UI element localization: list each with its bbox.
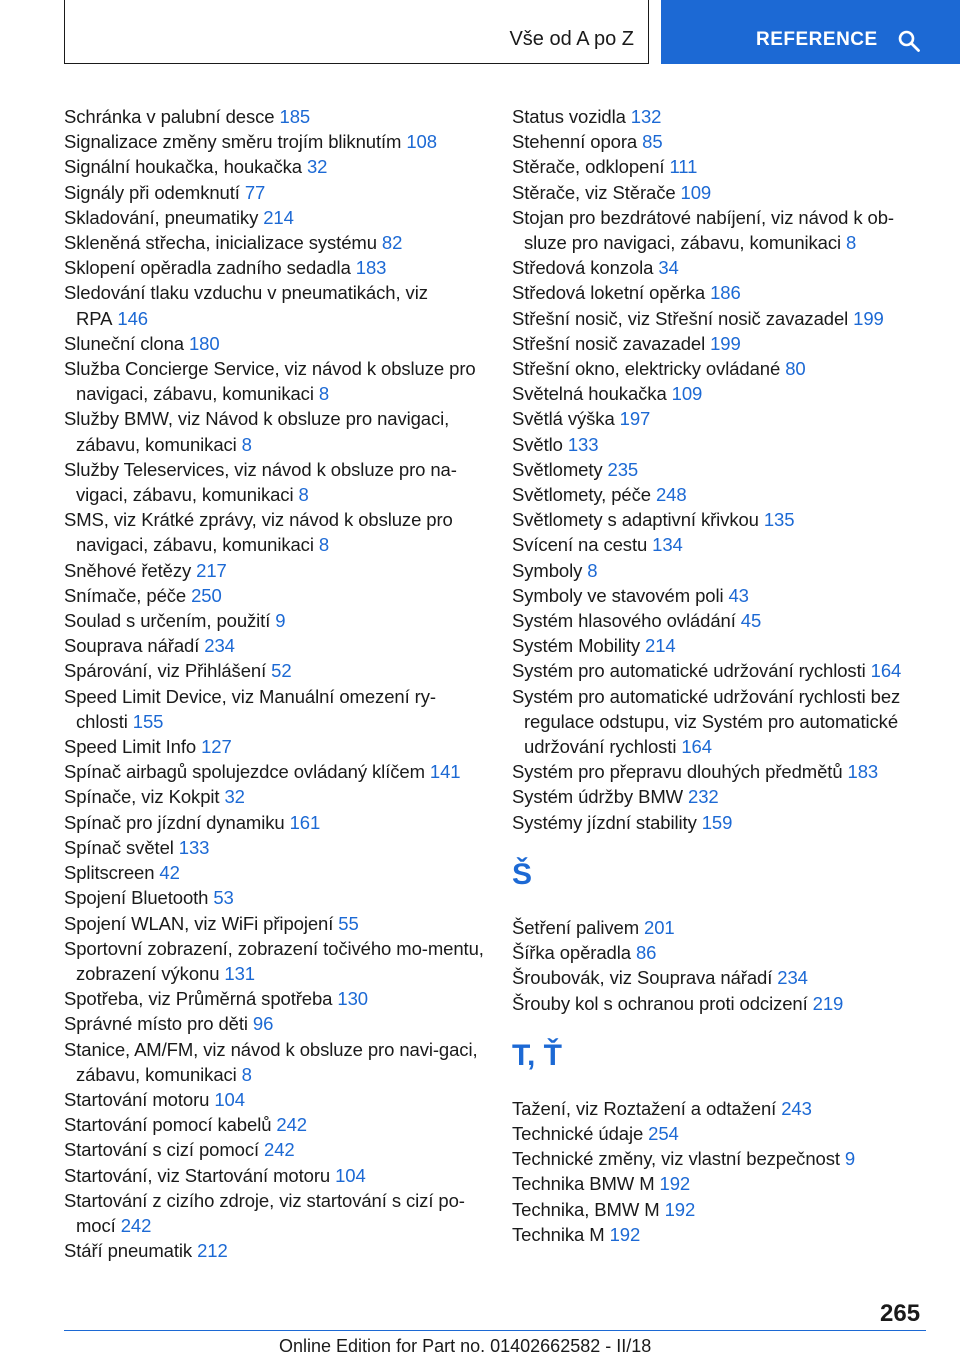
index-entry-page-link[interactable]: 133	[567, 433, 599, 455]
index-entry-term: Signální houkačka, houkačka	[64, 156, 302, 178]
index-entry	[512, 180, 922, 205]
index-entry-term: Spínač světel	[64, 836, 174, 858]
index-entry-term: Speed Limit Device, viz Manuální omezení ry‐chlosti	[64, 685, 436, 732]
index-entry-page-link[interactable]: 82	[381, 232, 403, 254]
index-entry-page-link[interactable]: 155	[132, 710, 164, 732]
letter-heading-t: T, Ť	[512, 1038, 562, 1072]
index-entry-term: Soulad s určením, použití	[64, 610, 271, 632]
index-entry-page-link[interactable]: 159	[701, 811, 733, 833]
index-entry	[512, 1197, 922, 1222]
index-entry-term: Startování, viz Startování motoru	[64, 1164, 331, 1186]
index-entry-term: Status vozidla	[512, 106, 626, 127]
index-entry-term: Světlo	[512, 433, 563, 455]
index-entry-page-link[interactable]: 42	[159, 862, 180, 884]
index-entry	[512, 406, 922, 431]
index-entry	[64, 1037, 484, 1087]
index-entry-page-link[interactable]: 242	[276, 1114, 307, 1136]
index-entry-term: Spojení WLAN, viz WiFi připojení	[64, 912, 334, 934]
index-entry-term: Spínač airbagů spolujezdce ovládaný klíčem	[64, 761, 425, 783]
index-entry-page-link[interactable]: 8	[241, 1063, 252, 1085]
index-entry-page-link[interactable]: 212	[197, 1240, 228, 1262]
index-entry-term: Schránka v palubní desce	[64, 106, 275, 127]
index-entry-page-link[interactable]: 53	[213, 887, 234, 909]
index-entry	[64, 658, 484, 683]
index-entry-term: Spínač pro jízdní dynamiku	[64, 811, 285, 833]
index-entry-page-link[interactable]: 214	[263, 206, 294, 228]
index-entry-term: Speed Limit Info	[64, 736, 197, 758]
index-entry-page-link[interactable]: 111	[669, 156, 698, 178]
index-entry	[512, 331, 922, 356]
index-entry-term: Systémy jízdní stability	[512, 811, 697, 833]
index-entry	[512, 810, 922, 835]
index-entry	[64, 104, 484, 129]
index-entry	[512, 381, 922, 406]
index-entry-term: Sklopení opěradla zadního sedadla	[64, 257, 351, 279]
index-entry	[512, 154, 922, 179]
index-entry-page-link[interactable]: 146	[117, 307, 148, 329]
index-entry	[64, 180, 484, 205]
search-icon[interactable]	[897, 29, 921, 53]
index-entry-page-link[interactable]: 77	[244, 181, 266, 203]
index-column-left	[64, 104, 484, 1263]
index-entry-page-link[interactable]: 192	[659, 1173, 691, 1195]
index-entry	[64, 1188, 484, 1238]
index-entry-term: Systém Mobility	[512, 635, 641, 657]
index-entry-page-link[interactable]: 235	[607, 458, 639, 480]
index-entry-page-link[interactable]: 183	[847, 761, 879, 783]
index-entry-term: Šrouby kol s ochranou proti odcizení	[512, 992, 808, 1014]
index-entry	[64, 154, 484, 179]
index-entry	[64, 911, 484, 936]
index-entry-term: Sledování tlaku vzduchu v pneumatikách, viz RPA	[64, 282, 428, 329]
index-entry-term: Světlomety, péče	[512, 484, 651, 506]
index-entry	[64, 986, 484, 1011]
index-entry	[64, 936, 484, 986]
index-group-t	[512, 1096, 922, 1247]
index-entry-page-link[interactable]: 192	[609, 1223, 641, 1245]
footer-divider	[64, 1330, 926, 1331]
index-entry-page-link[interactable]: 55	[338, 912, 359, 934]
index-entry-page-link[interactable]: 127	[201, 736, 232, 758]
index-entry	[64, 734, 484, 759]
index-entry-term: Spotřeba, viz Průměrná spotřeba	[64, 988, 333, 1010]
index-entry	[512, 965, 922, 990]
index-entry-term: Šroubovák, viz Souprava nářadí	[512, 967, 773, 989]
index-entry-term: Služby BMW, viz Návod k obsluze pro navigaci, zábavu, komunikaci	[64, 408, 450, 455]
index-entry-page-link[interactable]: 104	[214, 1088, 245, 1110]
index-entry-page-link[interactable]: 234	[204, 635, 235, 657]
index-entry-term: Šetření palivem	[512, 916, 640, 938]
index-entry	[512, 1121, 922, 1146]
index-column-right	[512, 104, 922, 1247]
index-entry-term: Světlá výška	[512, 408, 615, 430]
index-entry	[64, 608, 484, 633]
index-entry-page-link[interactable]: 242	[120, 1214, 152, 1236]
index-entry-term: Splitscreen	[64, 862, 155, 884]
index-entry-page-link[interactable]: 133	[178, 836, 210, 858]
index-entry-page-link[interactable]: 104	[335, 1164, 366, 1186]
index-entry-term: SMS, viz Krátké zprávy, viz návod k obsluze pro navigaci, zábavu, komunikaci	[64, 509, 453, 556]
index-entry-term: Skleněná střecha, inicializace systému	[64, 232, 377, 254]
index-entry-page-link[interactable]: 180	[188, 332, 220, 354]
index-entry	[64, 255, 484, 280]
index-entry-term: Technické změny, viz vlastní bezpečnost	[512, 1148, 840, 1170]
index-entry-page-link[interactable]: 242	[264, 1139, 295, 1161]
index-entry-page-link[interactable]: 43	[728, 584, 749, 606]
index-entry	[512, 280, 922, 305]
index-entry-term: Startování pomocí kabelů	[64, 1114, 272, 1136]
index-entry	[64, 205, 484, 230]
reference-tab[interactable]	[661, 0, 960, 64]
index-entry-page-link[interactable]: 186	[710, 282, 741, 304]
index-entry	[512, 684, 922, 760]
page-number: 265	[880, 1300, 921, 1327]
index-entry-page-link[interactable]: 131	[224, 962, 255, 984]
index-entry-page-link[interactable]: 164	[870, 660, 902, 682]
header-section-title: Vše od A po Z	[509, 28, 634, 50]
index-entry	[512, 457, 922, 482]
index-entry	[64, 1112, 484, 1137]
index-entry	[64, 406, 484, 456]
index-entry-page-link[interactable]: 219	[812, 992, 844, 1014]
index-entry	[64, 129, 484, 154]
index-entry-page-link[interactable]: 34	[658, 257, 679, 279]
index-entry-term: Šířka opěradla	[512, 942, 631, 964]
index-entry	[64, 583, 484, 608]
index-entry	[512, 532, 922, 557]
index-entry	[64, 1238, 484, 1263]
index-entry	[64, 507, 484, 557]
index-entry-term: Stojan pro bezdrátové nabíjení, viz návod k ob‐sluze pro navigaci, zábavu, komunikaci	[512, 206, 894, 254]
index-entry-page-link[interactable]: 135	[763, 509, 795, 531]
index-entry-term: Symboly	[512, 559, 583, 581]
index-entry-term: Světlomety	[512, 458, 603, 480]
index-entry	[64, 1011, 484, 1036]
index-entry-term: Startování motoru	[64, 1088, 210, 1110]
index-entry-term: Spárování, viz Přihlášení	[64, 660, 267, 682]
index-entry	[64, 860, 484, 885]
index-entry-page-link[interactable]: 32	[306, 156, 328, 178]
index-entry	[64, 810, 484, 835]
index-entry-term: Skladování, pneumatiky	[64, 206, 259, 228]
index-entry-term: Sluneční clona	[64, 332, 184, 354]
index-entry-term: Světelná houkačka	[512, 383, 667, 405]
index-entry	[512, 633, 922, 658]
index-entry-term: Souprava nářadí	[64, 635, 200, 657]
index-entry-page-link[interactable]: 86	[635, 942, 657, 964]
index-entry	[64, 684, 484, 734]
index-entry-term: Startování s cizí pomocí	[64, 1139, 260, 1161]
index-entry-term: Svícení na cestu	[512, 534, 648, 556]
index-entry-term: Signály při odemknutí	[64, 181, 240, 203]
index-entry-page-link[interactable]: 8	[318, 383, 330, 405]
index-entry-page-link[interactable]: 85	[642, 131, 663, 153]
index-entry	[64, 885, 484, 910]
index-entry	[512, 507, 922, 532]
index-entry-term: Systém hlasového ovládání	[512, 610, 736, 632]
index-entry-term: Spojení Bluetooth	[64, 887, 209, 909]
index-entry-page-link[interactable]: 45	[740, 610, 762, 632]
reference-tab-label: REFERENCE	[756, 29, 878, 50]
index-entry-term: Systém pro přepravu dlouhých předmětů	[512, 761, 843, 783]
index-entry-page-link[interactable]: 248	[655, 484, 687, 506]
index-entry	[512, 658, 922, 683]
index-entry	[512, 255, 922, 280]
index-entry-term: Systém pro automatické udržování rychlosti bez regulace odstupu, viz Systém pro automatické udržování rychlosti	[512, 685, 901, 758]
index-entry-term: Snímače, péče	[64, 584, 187, 606]
index-entry-page-link[interactable]: 109	[671, 383, 703, 405]
index-entry-term: Technika M	[512, 1223, 605, 1245]
index-entry-page-link[interactable]: 132	[630, 106, 662, 127]
index-entry-term: Stanice, AM/FM, viz návod k obsluze pro navi‐gaci, zábavu, komunikaci	[64, 1038, 478, 1085]
index-entry-page-link[interactable]: 109	[680, 181, 712, 203]
index-entry	[512, 991, 922, 1016]
index-entry	[64, 835, 484, 860]
index-entry-term: Služby Teleservices, viz návod k obsluze pro na‐vigaci, zábavu, komunikaci	[64, 458, 457, 506]
index-entry-page-link[interactable]: 232	[688, 786, 719, 808]
index-entry	[512, 306, 922, 331]
index-entry-term: Sněhové řetězy	[64, 559, 192, 581]
index-entry	[512, 1146, 922, 1171]
index-entry-term: Symboly ve stavovém poli	[512, 584, 724, 606]
index-entry	[512, 104, 922, 129]
index-entry-term: Technické údaje	[512, 1122, 644, 1144]
index-entry	[512, 356, 922, 381]
index-entry	[512, 432, 922, 457]
index-entry	[512, 784, 922, 809]
index-entry-page-link[interactable]: 8	[318, 534, 330, 556]
index-entry-page-link[interactable]: 9	[275, 610, 286, 632]
index-entry-page-link[interactable]: 32	[224, 786, 245, 808]
index-entry-term: Stěrače, odklopení	[512, 156, 665, 178]
index-entry-term: Střešní nosič, viz Střešní nosič zavazadel	[512, 307, 849, 329]
index-entry	[512, 482, 922, 507]
index-entry-page-link[interactable]: 9	[844, 1148, 856, 1170]
index-entry	[512, 1096, 922, 1121]
index-entry	[64, 280, 484, 330]
index-entry-page-link[interactable]: 8	[298, 484, 309, 506]
index-entry	[512, 759, 922, 784]
letter-heading-s-caron: Š	[512, 857, 533, 891]
index-entry	[64, 1087, 484, 1112]
index-entry-term: Správné místo pro děti	[64, 1013, 248, 1035]
index-entry-term: Systém údržby BMW	[512, 786, 683, 808]
index-entry-term: Služba Concierge Service, viz návod k obsluze pro navigaci, zábavu, komunikaci	[64, 358, 476, 405]
index-entry	[64, 356, 484, 406]
index-entry	[512, 205, 922, 255]
index-entry-term: Sportovní zobrazení, zobrazení točivého mo‐mentu, zobrazení výkonu	[64, 937, 484, 984]
index-entry-term: Systém pro automatické udržování rychlosti	[512, 660, 866, 682]
index-entry	[512, 608, 922, 633]
index-entry-page-link[interactable]: 197	[619, 408, 651, 430]
index-entry	[64, 230, 484, 255]
index-entry-page-link[interactable]: 214	[645, 635, 676, 657]
index-entry-term: Stehenní opora	[512, 131, 638, 153]
index-entry-term: Startování z cizího zdroje, viz startování s cizí po‐mocí	[64, 1189, 465, 1236]
index-entry-term: Světlomety s adaptivní křivkou	[512, 509, 759, 531]
index-entry-term: Signalizace změny směru trojím bliknutím	[64, 131, 402, 153]
index-entry-page-link[interactable]: 80	[785, 358, 806, 380]
index-entry-page-link[interactable]: 217	[196, 559, 227, 581]
index-entry	[512, 940, 922, 965]
index-entry-page-link[interactable]: 52	[271, 660, 292, 682]
index-entry	[512, 129, 922, 154]
index-entry-page-link[interactable]: 8	[241, 433, 252, 455]
index-entry-term: Střešní nosič zavazadel	[512, 332, 706, 354]
index-entry-term: Středová konzola	[512, 257, 654, 279]
index-entry-page-link[interactable]: 8	[846, 232, 857, 254]
index-entry	[512, 558, 922, 583]
index-entry-term: Spínače, viz Kokpit	[64, 786, 220, 808]
index-group-s-continued	[512, 104, 922, 835]
index-group-s-caron	[512, 915, 922, 1016]
index-entry-page-link[interactable]: 96	[252, 1013, 274, 1035]
index-entry-term: Stěrače, viz Stěrače	[512, 181, 676, 203]
index-entry-page-link[interactable]: 164	[681, 736, 712, 758]
index-entry	[512, 583, 922, 608]
index-entry	[64, 1163, 484, 1188]
index-entry-page-link[interactable]: 130	[337, 988, 368, 1010]
index-entry-page-link[interactable]: 250	[191, 584, 222, 606]
index-entry	[64, 1137, 484, 1162]
index-entry	[64, 457, 484, 507]
footer-edition-text: Online Edition for Part no. 01402662582 - II/18	[279, 1336, 652, 1356]
index-entry-page-link[interactable]: 201	[644, 916, 675, 938]
index-entry-term: Stáří pneumatik	[64, 1240, 193, 1262]
index-entry-page-link[interactable]: 243	[781, 1097, 812, 1119]
index-entry-page-link[interactable]: 185	[279, 106, 311, 127]
header-section-box	[64, 0, 649, 64]
index-entry-page-link[interactable]: 141	[429, 761, 461, 783]
index-entry	[64, 784, 484, 809]
index-entry-page-link[interactable]: 8	[587, 559, 598, 581]
index-entry-term: Středová loketní opěrka	[512, 282, 706, 304]
index-entry-page-link[interactable]: 234	[777, 967, 808, 989]
index-entry	[64, 331, 484, 356]
index-entry	[64, 633, 484, 658]
index-entry-page-link[interactable]: 199	[710, 332, 741, 354]
index-entry	[64, 558, 484, 583]
index-entry	[512, 915, 922, 940]
index-entry-page-link[interactable]: 108	[406, 131, 437, 153]
index-entry-term: Technika BMW M	[512, 1173, 655, 1195]
index-entry-term: Technika, BMW M	[512, 1198, 660, 1220]
index-entry-page-link[interactable]: 199	[853, 307, 884, 329]
index-entry-page-link[interactable]: 161	[289, 811, 321, 833]
index-entry-page-link[interactable]: 134	[652, 534, 683, 556]
index-entry	[512, 1171, 922, 1196]
index-entry-page-link[interactable]: 183	[355, 257, 387, 279]
index-entry-page-link[interactable]: 192	[664, 1198, 696, 1220]
index-entry	[64, 759, 484, 784]
index-entry-term: Tažení, viz Roztažení a odtažení	[512, 1097, 777, 1119]
index-entry	[512, 1222, 922, 1247]
index-entry-term: Střešní okno, elektricky ovládané	[512, 358, 781, 380]
index-entry-page-link[interactable]: 254	[648, 1122, 679, 1144]
